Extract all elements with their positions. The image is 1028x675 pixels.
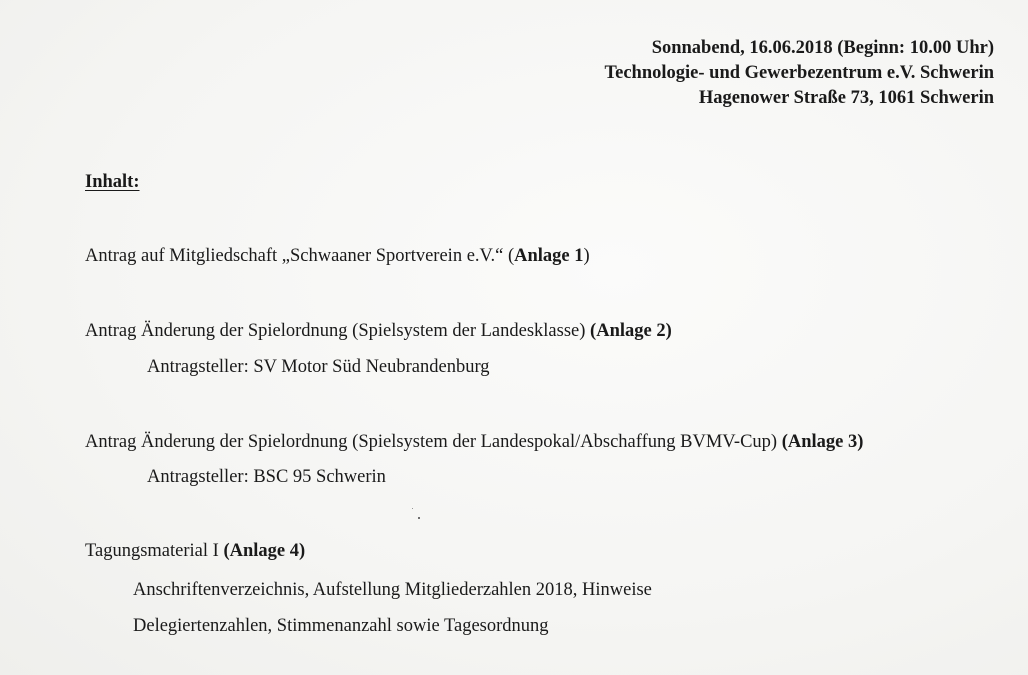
item-anlage: (Anlage 2) bbox=[590, 321, 672, 341]
meeting-info-header bbox=[604, 36, 994, 111]
contents-item-4-detail-2: Delegiertenzahlen, Stimmenanzahl sowie Tagesordnung bbox=[133, 616, 549, 636]
item-text: Antrag Änderung der Spielordnung (Spielsystem der Landesklasse) bbox=[85, 321, 591, 341]
item-anlage: Anlage 1 bbox=[514, 246, 584, 266]
contents-item-3-applicant: Antragsteller: BSC 95 Schwerin bbox=[147, 467, 386, 487]
item-text: Antrag Änderung der Spielordnung (Spielsystem der Landespokal/Abschaffung BVMV-Cup) bbox=[85, 432, 782, 452]
contents-item-2 bbox=[85, 321, 672, 342]
meeting-date: Sonnabend, 16.06.2018 (Beginn: 10.00 Uhr) bbox=[651, 38, 994, 58]
contents-heading: Inhalt: bbox=[85, 172, 140, 192]
item-text: Antrag auf Mitgliedschaft „Schwaaner Sportverein e.V.“ ( bbox=[85, 246, 515, 266]
contents-item-2-applicant: Antragsteller: SV Motor Süd Neubrandenburg bbox=[147, 357, 490, 377]
scan-speck bbox=[418, 517, 420, 519]
item-text: Tagungsmaterial I bbox=[85, 541, 224, 561]
item-suffix: ) bbox=[583, 246, 590, 266]
item-anlage: (Anlage 3) bbox=[781, 432, 864, 452]
item-anlage: (Anlage 4) bbox=[223, 541, 306, 561]
scan-speck bbox=[412, 508, 413, 509]
contents-item-3 bbox=[85, 432, 863, 453]
meeting-address: Hagenower Straße 73, 1061 Schwerin bbox=[698, 88, 994, 108]
contents-item-1 bbox=[85, 246, 590, 267]
meeting-venue: Technologie- und Gewerbezentrum e.V. Schwerin bbox=[604, 63, 994, 83]
contents-item-4-detail-1: Anschriftenverzeichnis, Aufstellung Mitgliederzahlen 2018, Hinweise bbox=[133, 580, 652, 600]
contents-item-4 bbox=[85, 541, 305, 562]
